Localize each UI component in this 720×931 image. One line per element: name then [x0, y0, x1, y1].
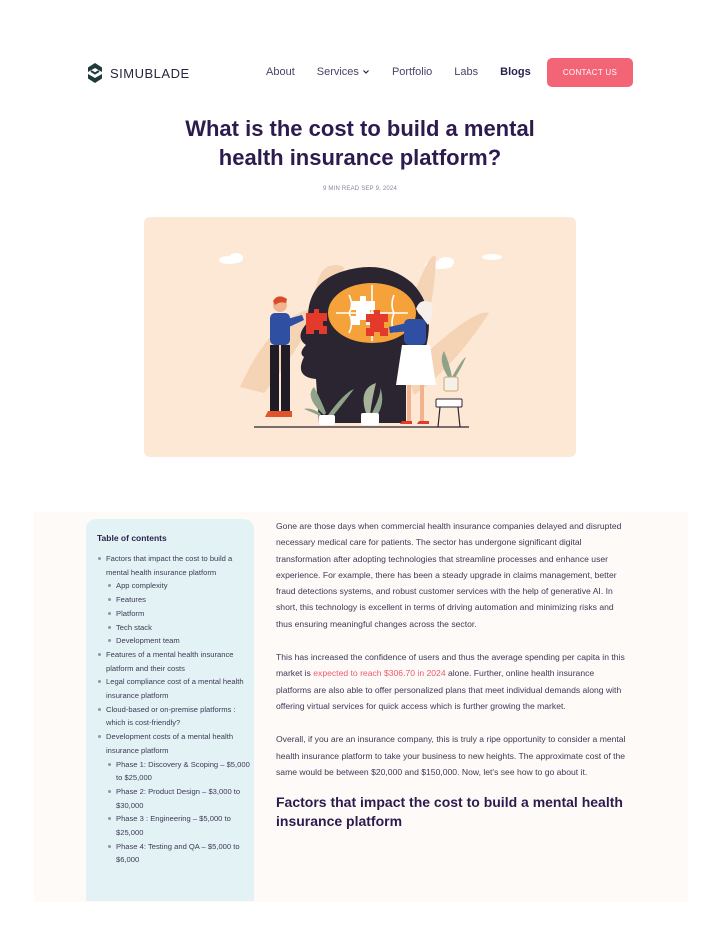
mental-health-illustration: [144, 217, 576, 457]
contact-us-button[interactable]: CONTACT US: [547, 58, 633, 87]
toc-item[interactable]: Phase 2: Product Design – $3,000 to $30,000: [97, 785, 254, 812]
article-meta: 9 MIN READ SEP 9, 2024: [323, 186, 397, 192]
brain-puzzle-icon: [328, 283, 416, 343]
nav-services-label: Services: [316, 66, 359, 78]
toc-item[interactable]: App complexity: [97, 579, 254, 593]
toc-item[interactable]: Development costs of a mental health insurance platform: [97, 730, 254, 757]
paragraph-2-text-a: This has increased the confidence of users and thus the average spending per capita in this market is: [276, 652, 625, 679]
simublade-logo-icon: [86, 62, 104, 84]
title-line-1: What is the cost to build a mental: [185, 116, 535, 141]
toc-title: Table of contents: [97, 533, 167, 543]
brand-name: SIMUBLADE: [110, 65, 190, 81]
page-title: [110, 114, 610, 172]
toc-item[interactable]: Legal compliance cost of a mental health insurance platform: [97, 675, 254, 702]
paragraph-2-text-b: alone. Further, online health insurance platforms are also able to offer personalized plans that meet individual demands along with offering virtual services for quick access which is further growing the market.: [276, 668, 622, 711]
hero-illustration: [144, 217, 576, 457]
nav-labs[interactable]: Labs: [454, 66, 479, 78]
cloud-icon: [219, 253, 502, 269]
toc-item[interactable]: Features: [97, 593, 254, 607]
toc-item[interactable]: Tech stack: [97, 621, 254, 635]
nav-portfolio[interactable]: Portfolio: [391, 66, 433, 78]
toc-item[interactable]: Features of a mental health insurance platform and their costs: [97, 648, 254, 675]
section-heading: Factors that impact the cost to build a mental health insurance platform: [276, 794, 623, 830]
toc-list: [97, 552, 254, 867]
toc-item[interactable]: Cloud-based or on-premise platforms : which is cost-friendly?: [97, 703, 254, 730]
article-body: [276, 518, 631, 831]
article-paragraph-2: [276, 649, 631, 714]
toc-item[interactable]: Development team: [97, 634, 254, 648]
nav-blogs[interactable]: Blogs: [500, 66, 531, 78]
table-of-contents: [86, 519, 254, 901]
chevron-down-icon: [362, 68, 370, 76]
article-paragraph-1: Gone are those days when commercial health insurance companies delayed and disrupted necessary medical care for patients. The sector has undergone significant digital transformation after adopting technologies that streamline processes and enhance user experience. For example, there has been a steady upgrade in claims management, better fraud detections systems, and robust customer services with the help of generative AI. In short, this technology is excellent in terms of driving automation and minimizing risks and thus ensuring meaningful changes across the sector.: [276, 521, 622, 629]
market-forecast-link[interactable]: expected to reach $306.70 in 2024: [313, 668, 446, 679]
brand-logo[interactable]: [86, 62, 190, 84]
article-paragraph-3: Overall, if you are an insurance company, this is truly a ripe opportunity to consider a mental health insurance platform to take your business to new heights. The approximate cost of the same would be between $20,000 and $150,000. Now, let's see how to go about it.: [276, 734, 626, 777]
nav-services[interactable]: [317, 66, 370, 78]
toc-item[interactable]: Phase 4: Testing and QA – $5,000 to $6,000: [97, 840, 254, 867]
title-line-2: health insurance platform?: [218, 145, 502, 170]
toc-item[interactable]: Factors that impact the cost to build a mental health insurance platform: [97, 552, 254, 579]
toc-item[interactable]: Platform: [97, 607, 254, 621]
main-nav: [266, 66, 553, 78]
nav-about[interactable]: About: [266, 66, 295, 78]
toc-item[interactable]: Phase 3 : Engineering – $5,000 to $25,000: [97, 812, 254, 839]
site-header: [0, 0, 720, 120]
toc-item[interactable]: Phase 1: Discovery & Scoping – $5,000 to $25,000: [97, 758, 254, 785]
